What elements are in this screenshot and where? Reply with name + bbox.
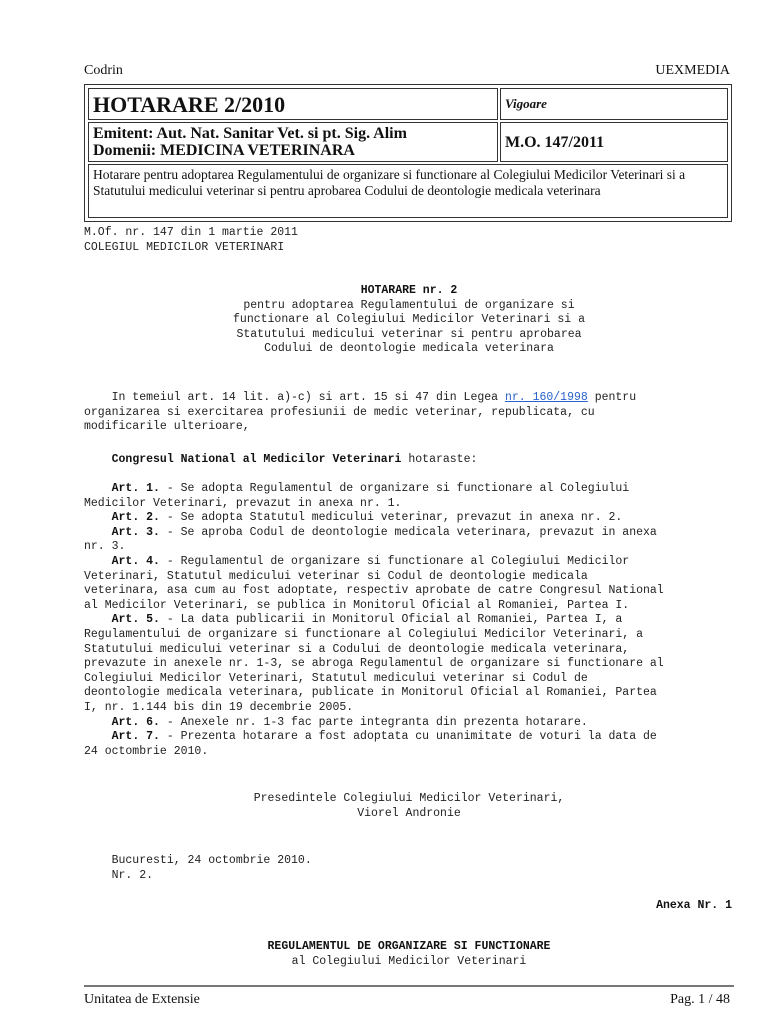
page-number: Pag. 1 / 48 (670, 992, 730, 1007)
signature-block (84, 792, 734, 821)
article-3-text-2: nr. 3. (84, 540, 126, 554)
place-date: Bucuresti, 24 octombrie 2010. (84, 854, 312, 867)
official-gazette-ref: M.O. 147/2011 (500, 122, 728, 162)
decision-title-block (84, 284, 734, 357)
status-label: Vigoare (500, 88, 728, 120)
metadata-row-summary (87, 163, 729, 219)
articles-block (84, 482, 744, 759)
signatory-role: Presedintele Colegiului Medicilor Veterinari, (253, 792, 565, 805)
footer-left: Unitatea de Extensie (84, 992, 200, 1007)
article-5-text: - La data publicarii in Monitorul Oficial al Romaniei, Partea I, a (159, 613, 623, 627)
signatory-name: Viorel Andronie (357, 806, 461, 820)
article-4-label: Art. 4. (111, 554, 160, 568)
header-left: Codrin (84, 63, 123, 78)
article-5-text-2: Regulamentului de organizare si functionare al Colegiului Medicilor Veterinari, a (84, 627, 643, 641)
metadata-row-issuer (87, 121, 729, 163)
article-1-text-2: Medicilor Veterinari, prevazut in anexa nr. 1. (84, 496, 402, 510)
decision-number: Nr. 2. (84, 868, 154, 882)
article-4-text: - Regulamentul de organizare si functionare al Colegiului Medicilor (159, 554, 630, 568)
source-info (84, 226, 744, 255)
decision-subtitle-4: Codului de deontologie medicala veterinara (264, 342, 554, 356)
article-5-text-6: deontologie medicala veterinara, publicate in Monitorul Oficial al Romaniei, Partea (84, 686, 657, 700)
source-line-2: COLEGIUL MEDICILOR VETERINARI (84, 240, 285, 254)
article-2-label: Art. 2. (111, 511, 160, 525)
article-5-text-4: prevazute in anexele nr. 1-3, se abroga Regulamentul de organizare si functionare al (84, 657, 664, 671)
header-right: UEXMEDIA (655, 63, 730, 78)
source-line-1: M.Of. nr. 147 din 1 martie 2011 (84, 226, 298, 239)
annex-label: Anexa Nr. 1 (656, 899, 732, 912)
article-4-text-4: al Medicilor Veterinari, se publica in Monitorul Oficial al Romaniei, Partea I. (84, 598, 630, 612)
issuer-cell (88, 122, 498, 162)
decision-heading: HOTARARE nr. 2 (360, 284, 458, 297)
article-6-label: Art. 6. (111, 715, 160, 729)
preamble-text: In temeiul art. 14 lit. a)-c) si art. 15 si 47 din Legea (84, 391, 505, 404)
preamble-line-3: modificarile ulterioare, (84, 420, 250, 434)
preamble (84, 391, 744, 435)
congress-verb: hotaraste: (401, 453, 478, 466)
article-2-text: - Se adopta Statutul medicului veterinar, prevazut in anexa nr. 2. (159, 511, 623, 525)
issuer-text: Emitent: Aut. Nat. Sanitar Vet. si pt. Sig. Alim (93, 125, 407, 142)
decision-subtitle-3: Statutului medicului veterinar si pentru aprobarea (236, 327, 582, 341)
article-3-label: Art. 3. (111, 525, 160, 539)
annex-title: REGULAMENTUL DE ORGANIZARE SI FUNCTIONARE (267, 940, 551, 953)
article-5-text-7: I, nr. 1.144 bis din 19 decembrie 2005. (84, 700, 354, 714)
article-5-text-5: Colegiului Medicilor Veterinari, Statutul medicului veterinar si Codul de (84, 671, 588, 685)
article-4-text-3: veterinara, asa cum au fost adoptate, respectiv aprobate de catre Congresul National (84, 584, 664, 598)
article-1-label: Art. 1. (111, 482, 160, 495)
metadata-table (84, 84, 732, 222)
decision-subtitle-1: pentru adoptarea Regulamentului de organizare si (243, 298, 575, 312)
place-date-block (84, 854, 744, 883)
article-3-text: - Se aproba Codul de deontologie medicala veterinara, prevazut in anexa (159, 525, 657, 539)
article-7-text-2: 24 octombrie 2010. (84, 744, 209, 758)
article-5-text-3: Statutului medicului veterinar si a Codului de deontologie medicala veterinara, (84, 642, 630, 656)
domain-text: Domenii: MEDICINA VETERINARA (93, 142, 355, 159)
article-4-text-2: Veterinari, Statutul medicului veterinar si Codul de deontologie medicala (84, 569, 588, 583)
article-5-label: Art. 5. (111, 613, 160, 627)
preamble-line-2: organizarea si exercitarea profesiunii de medic veterinar, republicata, cu (84, 405, 595, 419)
annex-subtitle: al Colegiului Medicilor Veterinari (291, 954, 527, 968)
article-7-label: Art. 7. (111, 730, 160, 744)
article-1-text: - Se adopta Regulamentul de organizare si functionare al Colegiului (159, 482, 630, 495)
congress-line (84, 453, 744, 468)
document-title: HOTARARE 2/2010 (88, 88, 498, 120)
preamble-text-end: pentru (587, 391, 637, 404)
law-link[interactable]: nr. 160/1998 (504, 391, 588, 404)
metadata-row-title (87, 87, 729, 121)
article-7-text: - Prezenta hotarare a fost adoptata cu unanimitate de voturi la data de (159, 730, 657, 744)
article-6-text: - Anexele nr. 1-3 fac parte integranta din prezenta hotarare. (159, 715, 588, 729)
summary-text: Hotarare pentru adoptarea Regulamentului de organizare si functionare al Colegiului Medicilor Veterinari si a Statutului medicului veterinar si pentru aprobarea Codului de deontologie medicala veterinara (88, 164, 728, 218)
footer-divider (84, 985, 734, 987)
decision-subtitle-2: functionare al Colegiului Medicilor Veterinari si a (233, 313, 585, 327)
congress-name: Congresul National al Medicilor Veterinari (111, 453, 402, 466)
annex-title-block (84, 940, 734, 969)
